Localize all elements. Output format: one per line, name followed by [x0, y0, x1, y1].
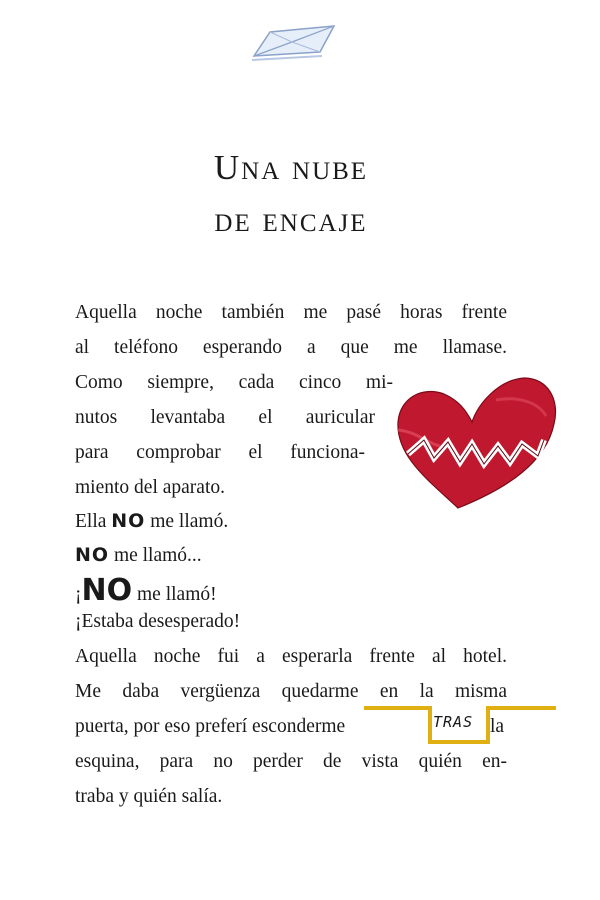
no-word-large: NO: [81, 573, 133, 608]
text-line: Aquella noche fui a esperarla frente al hotel.: [75, 646, 507, 667]
text-line: miento del aparato.: [75, 477, 225, 498]
text-fragment: ¡: [75, 584, 82, 605]
text-line: Me daba vergüenza quedarme en la misma: [75, 681, 507, 702]
text-line-end: la: [490, 716, 505, 737]
text-fragment: me llamó.: [145, 511, 229, 532]
no-line-1: [75, 509, 228, 534]
text-fragment: Ella: [75, 511, 112, 532]
text-line: esquina, para no perder de vista quién en-: [75, 751, 507, 772]
envelope-icon: [248, 22, 340, 66]
no-word: NO: [111, 510, 146, 532]
text-line: traba y quién salía.: [75, 786, 223, 807]
text-line: Como siempre, cada cinco mi-: [75, 372, 393, 393]
text-line: al teléfono esperando a que me llamase.: [75, 337, 507, 358]
page-title-line-2: de encaje: [214, 200, 368, 239]
no-line-3: [75, 574, 217, 612]
text-line: Aquella noche también me pasé horas frente: [75, 302, 507, 323]
tras-word: TRAS: [433, 713, 474, 731]
text-line: para comprobar el funciona-: [75, 442, 365, 463]
text-fragment: me llamó...: [109, 545, 202, 566]
broken-heart-icon: [388, 370, 564, 512]
no-word: NO: [75, 544, 110, 566]
text-line: nutos levantaba el auricular: [75, 407, 375, 428]
text-fragment: me llamó!: [132, 584, 217, 605]
page-title-line-1: Una nube: [213, 148, 369, 187]
text-line: puerta, por eso preferí esconderme: [75, 716, 346, 737]
text-line: ¡Estaba desesperado!: [75, 611, 241, 632]
no-line-2: [75, 543, 202, 568]
